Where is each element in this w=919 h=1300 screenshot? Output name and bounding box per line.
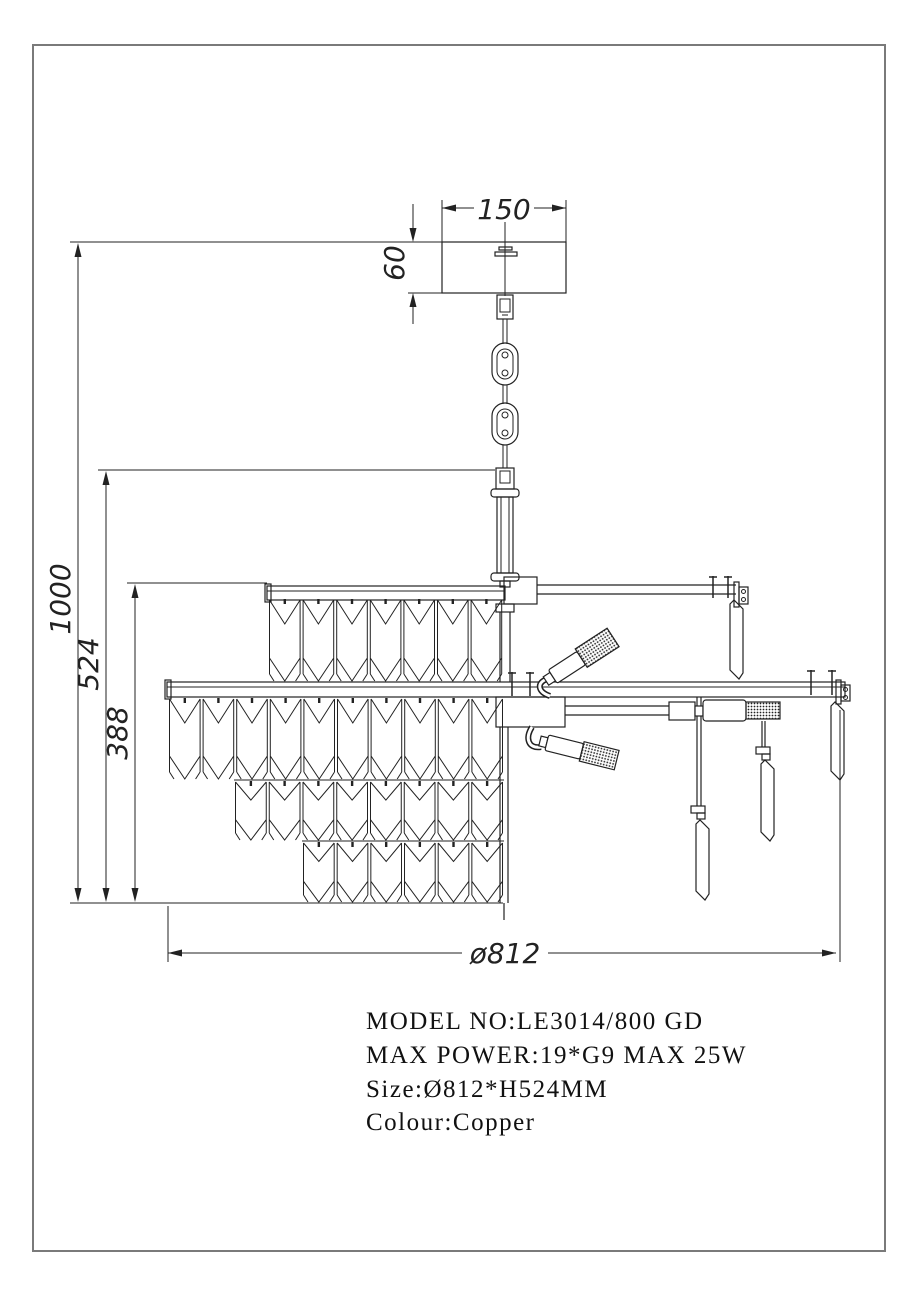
tier2-frame [167,682,845,697]
arm-end-bracket [836,680,841,704]
crystal-prism [472,843,503,902]
chain-group [492,319,518,468]
crystal-prism [304,843,335,902]
crystal-prism [438,600,469,681]
lamp-neck [695,706,703,716]
spec-model: MODEL NO:LE3014/800 GD [366,1008,704,1035]
canopy-group [442,222,566,319]
crystal-prism [472,699,503,779]
crystal-prism [405,843,436,902]
spec-colour: Colour:Copper [366,1109,536,1136]
crystal-prism [270,699,301,779]
crystal-prism [405,699,436,779]
hanger-rod-group [691,697,774,900]
crystal-prism [371,699,402,779]
lamp-down-angled [528,727,619,770]
crystal-fringe-tiers [170,599,503,902]
dim-label-canopy-height: 60 [378,245,411,281]
stem-rod [497,497,513,573]
tier1-frame-endcap [265,584,271,602]
crystal-prism [237,699,268,779]
crystal-prism [203,699,234,779]
lamp-socket [703,700,746,721]
dim-812 [168,710,840,970]
crystal-prism [303,782,334,840]
dim-label-overall-height: 1000 [44,563,77,635]
drop-crystal [831,702,844,780]
lamp-up-angled [540,628,619,696]
crystal-prism [337,782,368,840]
crystal-prism [438,699,469,779]
dim-60 [378,204,442,324]
drop-bracket [756,747,770,754]
g9-bulb [579,742,619,770]
drop-bracket [691,806,705,813]
dim-label-fixture-height: 524 [72,637,105,691]
crystal-prism [338,699,369,779]
sheet-border [33,45,885,1251]
arm-pin [709,576,732,598]
crystal-prism [371,843,402,902]
crystal-prism [337,600,368,681]
tier1-frame [267,586,505,600]
crystal-prism [370,600,401,681]
crystal-prism [304,699,335,779]
crystal-prism [269,782,300,840]
dim-label-body-height: 388 [101,706,134,760]
dim-label-canopy-width: 150 [477,193,531,226]
crystal-prism [303,600,334,681]
spec-size: Size:Ø812*H524MM [366,1076,609,1103]
crystal-prism [371,782,402,840]
tier2-frame-endcap [165,680,171,699]
drop-crystal [730,600,743,679]
lamp-holder [669,702,695,720]
dim-388 [101,583,267,902]
crystal-prism [270,600,301,681]
crystal-prism [337,843,368,902]
crystal-prism [404,782,435,840]
spec-text-block [366,1008,747,1136]
stem-flange [491,489,519,497]
lamp-horizontal [565,700,780,721]
spec-power: MAX POWER:19*G9 MAX 25W [366,1042,748,1069]
dim-150 [442,193,566,242]
crystal-prism [438,843,469,902]
drop-crystal [761,760,774,841]
crystal-prism [438,782,469,840]
crystal-prism [170,699,201,779]
canopy-screw-base [495,252,517,256]
crystal-prism [472,782,503,840]
crystal-prism [404,600,435,681]
drop-crystal [696,820,709,900]
dim-label-diameter: ø812 [469,937,541,970]
lamp-socket [545,735,584,759]
crystal-prism [236,782,267,840]
dim-1000 [44,242,442,902]
g9-bulb [746,702,780,719]
tier2-hub [496,697,565,727]
